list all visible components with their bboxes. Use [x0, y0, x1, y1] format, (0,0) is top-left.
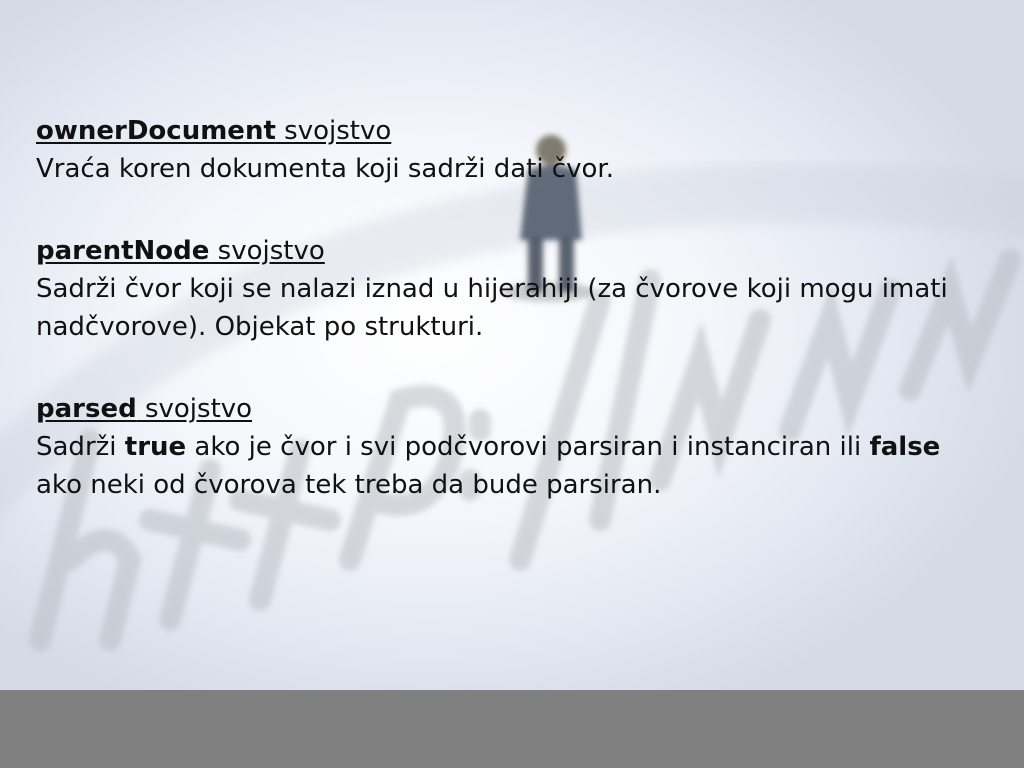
- description-text: ako je čvor i svi podčvorovi parsiran i instanciran ili: [186, 432, 870, 462]
- keyword-false: false: [869, 432, 941, 462]
- property-suffix: svojstvo: [136, 394, 253, 424]
- footer-bar: [0, 690, 1024, 768]
- section-heading-owner-document: [36, 112, 976, 150]
- description-text: Sadrži: [36, 432, 125, 462]
- property-name: ownerDocument: [36, 116, 276, 146]
- section-heading-parsed: [36, 390, 976, 428]
- property-name: parsed: [36, 394, 137, 424]
- keyword-true: true: [124, 432, 187, 462]
- section-description-parent-node: Sadrži čvor koji se nalazi iznad u hijerahiji (za čvorove koji mogu imati nadčvorove). Objekat po strukturi.: [36, 274, 948, 342]
- property-suffix: svojstvo: [275, 116, 392, 146]
- property-name: parentNode: [36, 236, 210, 266]
- section-description-owner-document: Vraća koren dokumenta koji sadrži dati čvor.: [36, 154, 614, 184]
- section-heading-parent-node: [36, 232, 976, 270]
- slide-content: [36, 112, 976, 504]
- property-suffix: svojstvo: [209, 236, 325, 266]
- section-description-parsed: [36, 428, 976, 504]
- description-text: ako neki od čvorova tek treba da bude parsiran.: [36, 470, 662, 500]
